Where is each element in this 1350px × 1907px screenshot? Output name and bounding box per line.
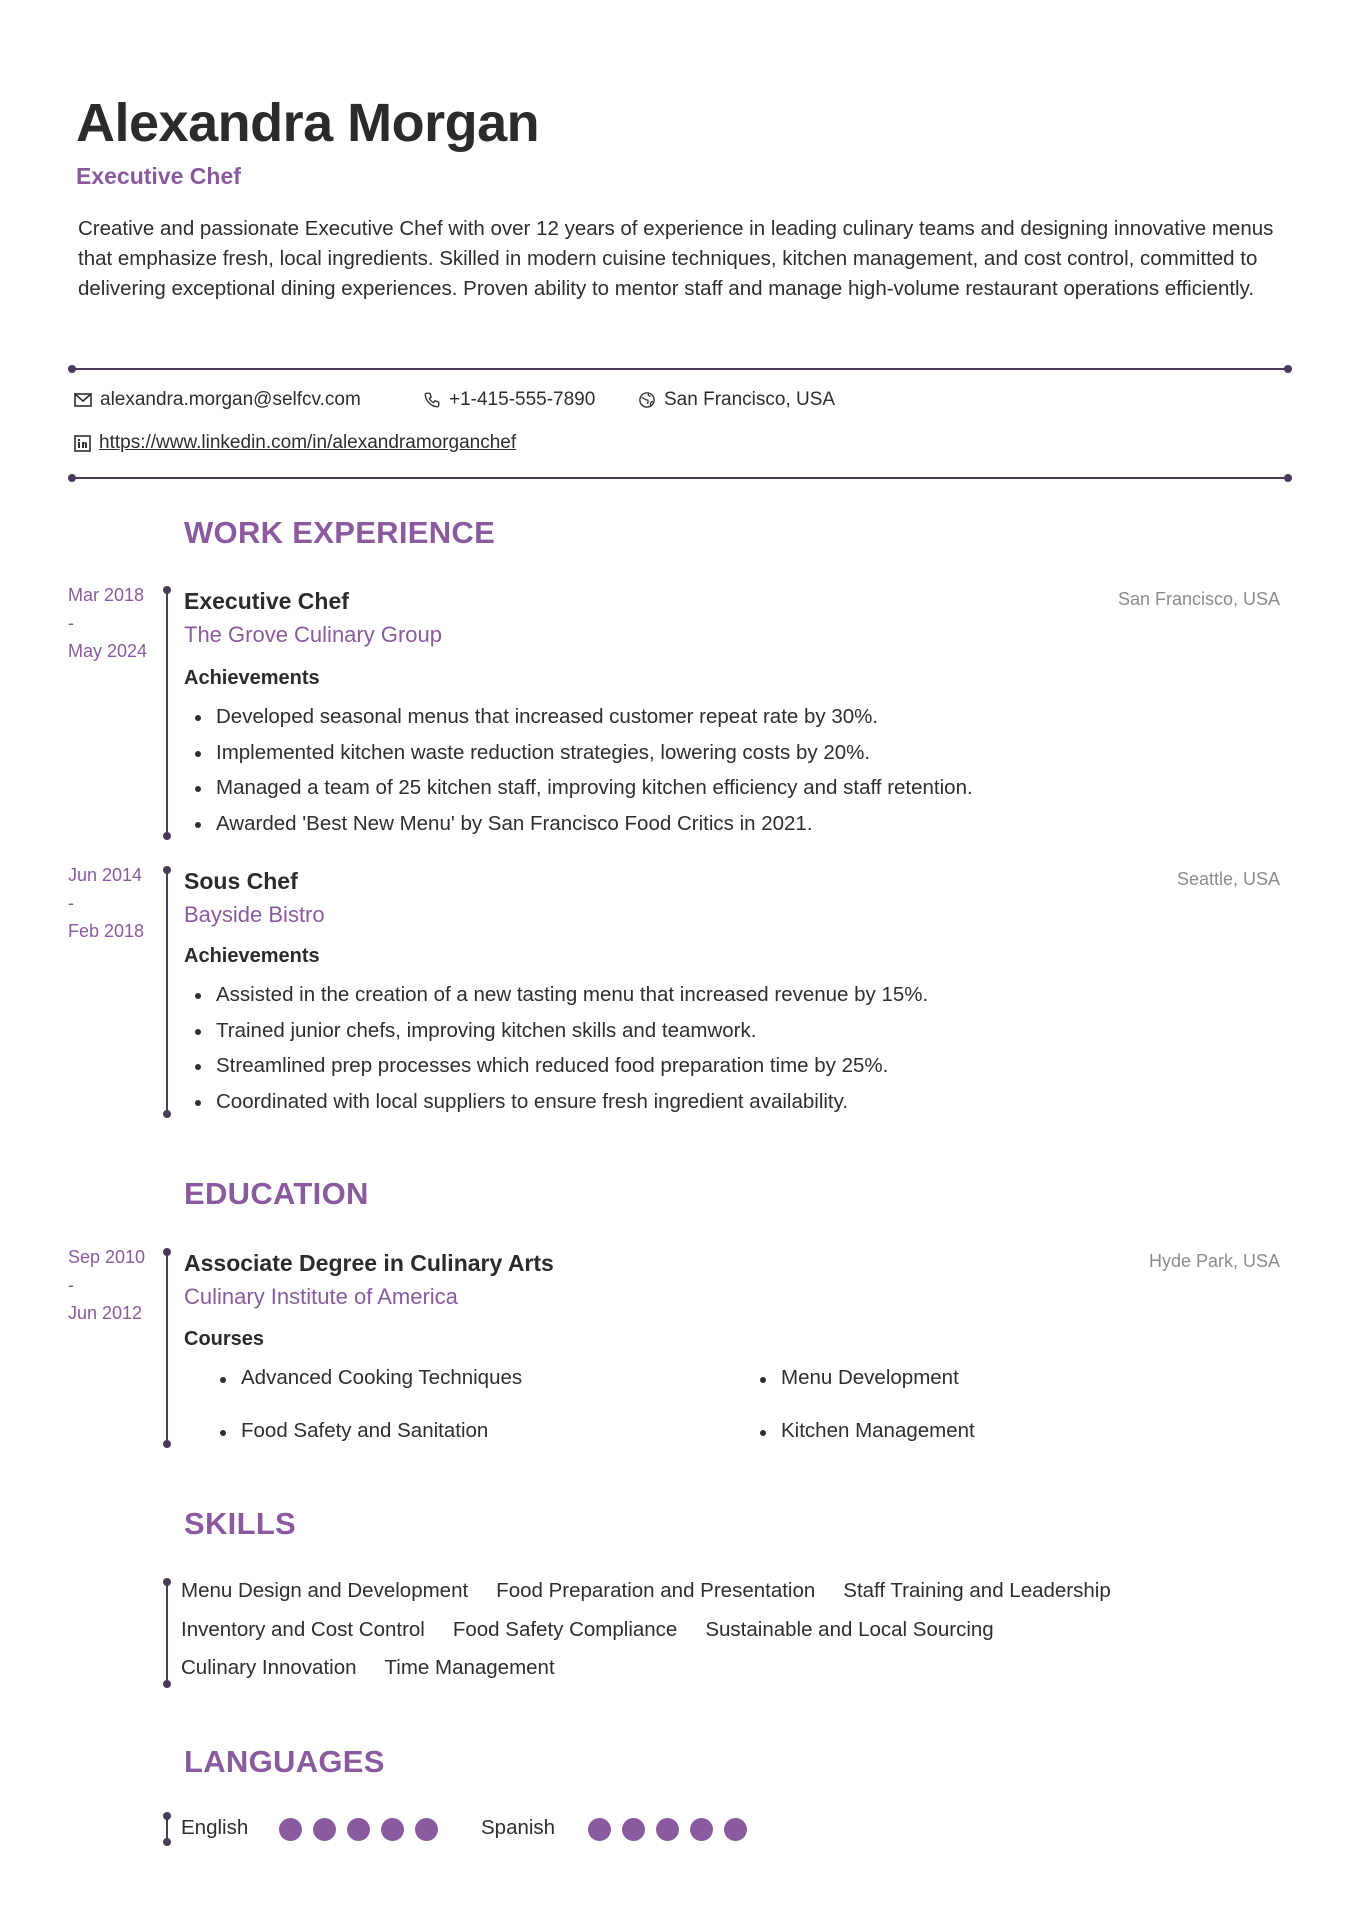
phone-text: +1-415-555-7890 xyxy=(449,389,596,410)
achievements-list xyxy=(216,703,973,845)
contact-location xyxy=(638,389,835,411)
job-dates xyxy=(68,861,144,945)
achievements-list xyxy=(216,981,928,1123)
proficiency-dot xyxy=(622,1818,645,1841)
skill-item: Culinary Innovation xyxy=(181,1656,357,1679)
date-separator: - xyxy=(68,613,74,633)
timeline-line xyxy=(166,1251,168,1445)
section-title-work: WORK EXPERIENCE xyxy=(184,515,496,550)
job-dates xyxy=(68,581,147,665)
email-text: alexandra.morgan@selfcv.com xyxy=(100,389,361,410)
proficiency-dot xyxy=(656,1818,679,1841)
section-title-education: EDUCATION xyxy=(184,1176,369,1211)
job-company: Bayside Bistro xyxy=(184,902,325,927)
skill-item: Inventory and Cost Control xyxy=(181,1618,425,1641)
job-title: Sous Chef xyxy=(184,868,298,894)
summary: Creative and passionate Executive Chef with over 12 years of experience in leading culinary teams and designing innovative menus that emphasize fresh, local ingredients. Skilled in modern cuisine techniques, kitchen management, and cost control, committed to delivering exceptional dining experiences. Proven ability to mentor staff and manage high-volume restaurant operations efficiently. xyxy=(78,217,1274,300)
skill-item: Time Management xyxy=(384,1656,555,1679)
date-separator: - xyxy=(68,1275,74,1295)
course-item: Menu Development xyxy=(781,1366,959,1389)
list-item: Implemented kitchen waste reduction strategies, lowering costs by 20%. xyxy=(216,739,973,775)
proficiency-dot xyxy=(724,1818,747,1841)
linkedin-icon xyxy=(74,435,91,452)
list-item: Awarded 'Best New Menu' by San Francisco Food Critics in 2021. xyxy=(216,810,973,846)
job-title: Executive Chef xyxy=(184,588,349,614)
language-name: Spanish xyxy=(481,1816,556,1839)
skill-item: Menu Design and Development xyxy=(181,1579,469,1602)
job-company: The Grove Culinary Group xyxy=(184,622,442,647)
section-title-skills: SKILLS xyxy=(184,1506,297,1541)
list-item: Developed seasonal menus that increased customer repeat rate by 30%. xyxy=(216,703,973,739)
proficiency-dot xyxy=(415,1818,438,1841)
contact-phone[interactable] xyxy=(423,389,595,411)
timeline-line xyxy=(166,589,168,837)
edu-start-date: Sep 2010 xyxy=(68,1247,146,1267)
job-end-date: Feb 2018 xyxy=(68,921,145,941)
mail-icon xyxy=(74,393,92,407)
skill-item: Staff Training and Leadership xyxy=(843,1579,1111,1602)
skill-item: Food Preparation and Presentation xyxy=(496,1579,816,1602)
skills-row xyxy=(181,1656,555,1680)
list-item: Managed a team of 25 kitchen staff, improving kitchen efficiency and staff retention. xyxy=(216,774,973,810)
date-separator: - xyxy=(68,893,74,913)
proficiency-dot xyxy=(381,1818,404,1841)
contact-linkedin[interactable] xyxy=(74,432,516,454)
school-name: Culinary Institute of America xyxy=(184,1284,458,1309)
edu-end-date: Jun 2012 xyxy=(68,1303,143,1323)
job-location: Seattle, USA xyxy=(1176,869,1280,889)
course-item: Advanced Cooking Techniques xyxy=(241,1366,523,1389)
education-location: Hyde Park, USA xyxy=(1148,1251,1280,1271)
job-location: San Francisco, USA xyxy=(1117,589,1280,609)
candidate-title: Executive Chef xyxy=(76,163,241,189)
list-item: Assisted in the creation of a new tasting menu that increased revenue by 15%. xyxy=(216,981,928,1017)
list-item: Coordinated with local suppliers to ensure fresh ingredient availability. xyxy=(216,1088,928,1124)
list-item: Streamlined prep processes which reduced food preparation time by 25%. xyxy=(216,1052,928,1088)
courses-heading: Courses xyxy=(184,1328,265,1350)
timeline-line xyxy=(166,869,168,1115)
skills-row xyxy=(181,1579,1111,1603)
globe-icon xyxy=(638,391,656,409)
job-start-date: Jun 2014 xyxy=(68,865,143,885)
divider-bottom xyxy=(70,477,1290,479)
timeline-line xyxy=(166,1581,168,1685)
skill-item: Food Safety Compliance xyxy=(452,1618,678,1641)
section-title-languages: LANGUAGES xyxy=(184,1744,385,1779)
linkedin-link[interactable]: https://www.linkedin.com/in/alexandramorganchef xyxy=(99,432,517,453)
job-start-date: Mar 2018 xyxy=(68,585,145,605)
language-name: English xyxy=(181,1816,249,1839)
contact-email[interactable] xyxy=(74,389,361,411)
degree-title: Associate Degree in Culinary Arts xyxy=(184,1250,554,1276)
education-dates xyxy=(68,1243,145,1327)
language-level-english xyxy=(279,1818,438,1841)
proficiency-dot xyxy=(313,1818,336,1841)
location-text: San Francisco, USA xyxy=(664,389,836,410)
proficiency-dot xyxy=(690,1818,713,1841)
list-item: Trained junior chefs, improving kitchen skills and teamwork. xyxy=(216,1017,928,1053)
achievements-heading: Achievements xyxy=(184,667,320,689)
timeline-line xyxy=(166,1815,168,1843)
divider-top xyxy=(70,368,1290,370)
proficiency-dot xyxy=(588,1818,611,1841)
job-end-date: May 2024 xyxy=(68,641,148,661)
phone-icon xyxy=(423,391,441,409)
proficiency-dot xyxy=(347,1818,370,1841)
skills-row xyxy=(181,1618,994,1642)
candidate-name: Alexandra Morgan xyxy=(76,93,540,153)
course-item: Kitchen Management xyxy=(781,1419,975,1442)
skill-item: Sustainable and Local Sourcing xyxy=(705,1618,994,1641)
achievements-heading: Achievements xyxy=(184,945,320,967)
language-level-spanish xyxy=(588,1818,747,1841)
course-item: Food Safety and Sanitation xyxy=(241,1419,489,1442)
proficiency-dot xyxy=(279,1818,302,1841)
